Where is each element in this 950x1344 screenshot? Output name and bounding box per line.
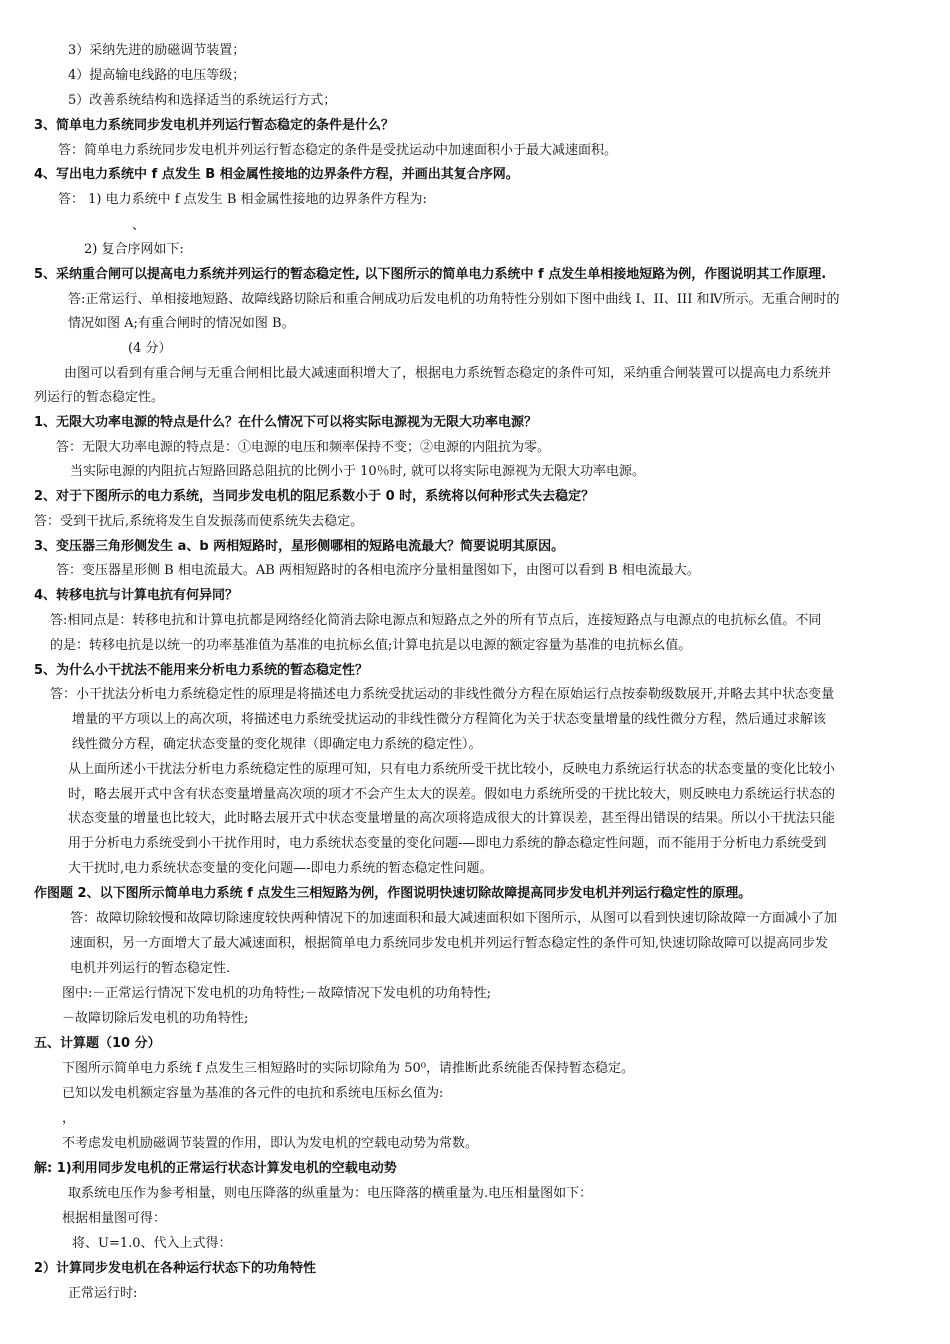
answer-line: 速面积，另一方面增大了最大减速面积，根据简单电力系统同步发电机并列运行暂态稳定性的条件可知,快速切除故障可以提高同步发	[70, 936, 829, 951]
text-line: 将、U=1.0、代入上式得：	[72, 1236, 232, 1251]
text-line: 已知以发电机额定容量为基准的各元件的电抗和系统电压标幺值为:	[62, 1086, 444, 1101]
text-line: 下图所示简单电力系统 f 点发生三相短路时的实际切除角为 50⁰，请推断此系统能否保持暂态稳定。	[62, 1061, 634, 1076]
text-line: 5）改善系统结构和选择适当的系统运行方式；	[68, 93, 337, 108]
text-line: 列运行的暂态稳定性。	[34, 390, 165, 405]
answer-line: 答：变压器星形侧 B 相电流最大。AB 两相短路时的各相电流序分量相量图如下，由图可以看到 B 相电流最大。	[56, 563, 700, 578]
answer-line: 答：无限大功率电源的特点是：①电源的电压和频率保持不变；②电源的内阻抗为零。	[56, 440, 551, 455]
text-line: 不考虑发电机励磁调节装置的作用，即认为发电机的空载电动势为常数。	[62, 1136, 479, 1151]
text-line: 取系统电压作为参考相量，则电压降落的纵重量为：电压降落的横重量为.电压相量图如下：	[68, 1186, 593, 1201]
answer-line: 答:相同点是：转移电抗和计算电抗都是网络经化简消去除电源点和短路点之外的所有节点后，连接短路点与电源点的电抗标幺值。不同	[50, 613, 822, 628]
figure-note: －故障切除后发电机的功角特性;	[62, 1011, 249, 1026]
question-heading: 1、无限大功率电源的特点是什么？在什么情况下可以将实际电源视为无限大功率电源？	[34, 415, 538, 430]
answer-line: 答:正常运行、单相接地短路、故障线路切除后和重合闸成功后发电机的功角特性分别如下图中曲线 I、II、III 和Ⅳ所示。无重合闸时的	[68, 292, 840, 307]
answer-line: 状态变量的增量也比较大，此时略去展开式中状态变量增量的高次项将造成很大的计算误差，甚至得出错误的结果。所以小干扰法只能	[68, 811, 836, 826]
answer-line: 的是：转移电抗是以统一的功率基准值为基准的电抗标幺值;计算电抗是以电源的额定容量为基准的电抗标幺值。	[50, 638, 692, 653]
answer-line: 线性微分方程，确定状态变量的变化规律（即确定电力系统的稳定性）。	[72, 737, 482, 752]
answer-line: 答：简单电力系统同步发电机并列运行暂态稳定的条件是受扰运动中加速面积小于最大减速面积。	[58, 143, 618, 158]
text-line: 由图可以看到有重合闸与无重合闸相比最大减速面积增大了，根据电力系统暂态稳定的条件可知，采纳重合闸装置可以提高电力系统并	[64, 366, 832, 381]
answer-line: 时，略去展开式中含有状态变量增量高次项的项才不会产生太大的误差。假如电力系统所受的干扰比较大，则反映电力系统运行状态的	[68, 787, 836, 802]
text-line: 根据相量图可得：	[62, 1211, 167, 1226]
text-fragment: ，	[62, 1111, 76, 1126]
answer-line: 电机并列运行的暂态稳定性.	[70, 961, 231, 976]
text-fragment: 、	[132, 218, 146, 233]
question-heading: 5、为什么小干扰法不能用来分析电力系统的暂态稳定性？	[34, 663, 369, 678]
question-heading: 3、简单电力系统同步发电机并列运行暂态稳定的条件是什么？	[34, 118, 395, 133]
solution-heading: 解: 1)利用同步发电机的正常运行状态计算发电机的空载电动势	[34, 1161, 397, 1176]
answer-line: 大干扰时,电力系统状态变量的变化问题—-即电力系统的暂态稳定性问题。	[68, 861, 493, 876]
text-line: 正常运行时:	[68, 1286, 138, 1301]
answer-line: 答： 1) 电力系统中 f 点发生 B 相金属性接地的边界条件方程为:	[58, 192, 427, 207]
figure-note: 图中:－正常运行情况下发电机的功角特性;－故障情况下发电机的功角特性;	[62, 986, 492, 1001]
question-heading: 2、对于下图所示的电力系统，当同步发电机的阻尼系数小于 0 时，系统将以何种形式失去稳定？	[34, 489, 595, 504]
question-heading: 5、采纳重合闸可以提高电力系统并列运行的暂态稳定性, 以下图所示的简单电力系统中 f 点发生单相接地短路为例，作图说明其工作原理.	[34, 267, 827, 282]
question-heading: 4、转移电抗与计算电抗有何异同？	[34, 588, 239, 603]
question-heading: 4、写出电力系统中 f 点发生 B 相金属性接地的边界条件方程，并画出其复合序网。	[34, 167, 519, 182]
solution-heading: 2）计算同步发电机在各种运行状态下的功角特性	[34, 1261, 317, 1276]
answer-line: 情况如图 A;有重合闸时的情况如图 B。	[68, 316, 295, 331]
answer-line: 当实际电源的内阻抗占短路回路总阻抗的比例小于 10％时, 就可以将实际电源视为无限大功率电源。	[70, 464, 645, 479]
score-note: (4 分）	[128, 341, 172, 356]
answer-line: 从上面所述小干扰法分析电力系统稳定性的原理可知，只有电力系统所受干扰比较小，反映电力系统运行状态的状态变量的变化比较小	[68, 762, 836, 777]
section-heading: 五、计算题（10 分）	[34, 1036, 161, 1051]
answer-line: 答：小干扰法分析电力系统稳定性的原理是将描述电力系统受扰运动的非线性微分方程在原始运行点按泰勒级数展开,并略去其中状态变量	[50, 687, 835, 702]
answer-line: 答：受到干扰后,系统将发生自发振荡而使系统失去稳定。	[34, 514, 364, 529]
answer-line: 增量的平方项以上的高次项，将描述电力系统受扰运动的非线性微分方程简化为关于状态变量增量的线性微分方程，然后通过求解该	[72, 712, 827, 727]
answer-line: 用于分析电力系统受到小干扰作用时，电力系统状态变量的变化问题-—即电力系统的静态稳定性问题，而不能用于分析电力系统受到	[68, 836, 827, 851]
text-line: 4）提高输电线路的电压等级；	[68, 68, 246, 83]
text-line: 2) 复合序网如下:	[84, 242, 184, 257]
text-line: 3）采纳先进的励磁调节装置；	[68, 43, 246, 58]
question-heading: 3、变压器三角形侧发生 a、b 两相短路时，星形侧哪相的短路电流最大？简要说明其原因。	[34, 539, 565, 554]
question-heading: 作图题 2、以下图所示简单电力系统 f 点发生三相短路为例，作图说明快速切除故障提高同步发电机并列运行稳定性的原理。	[34, 886, 752, 901]
answer-line: 答：故障切除较慢和故障切除速度较快两种情况下的加速面积和最大减速面积如下图所示，从图可以看到快速切除故障一方面减小了加	[70, 911, 838, 926]
